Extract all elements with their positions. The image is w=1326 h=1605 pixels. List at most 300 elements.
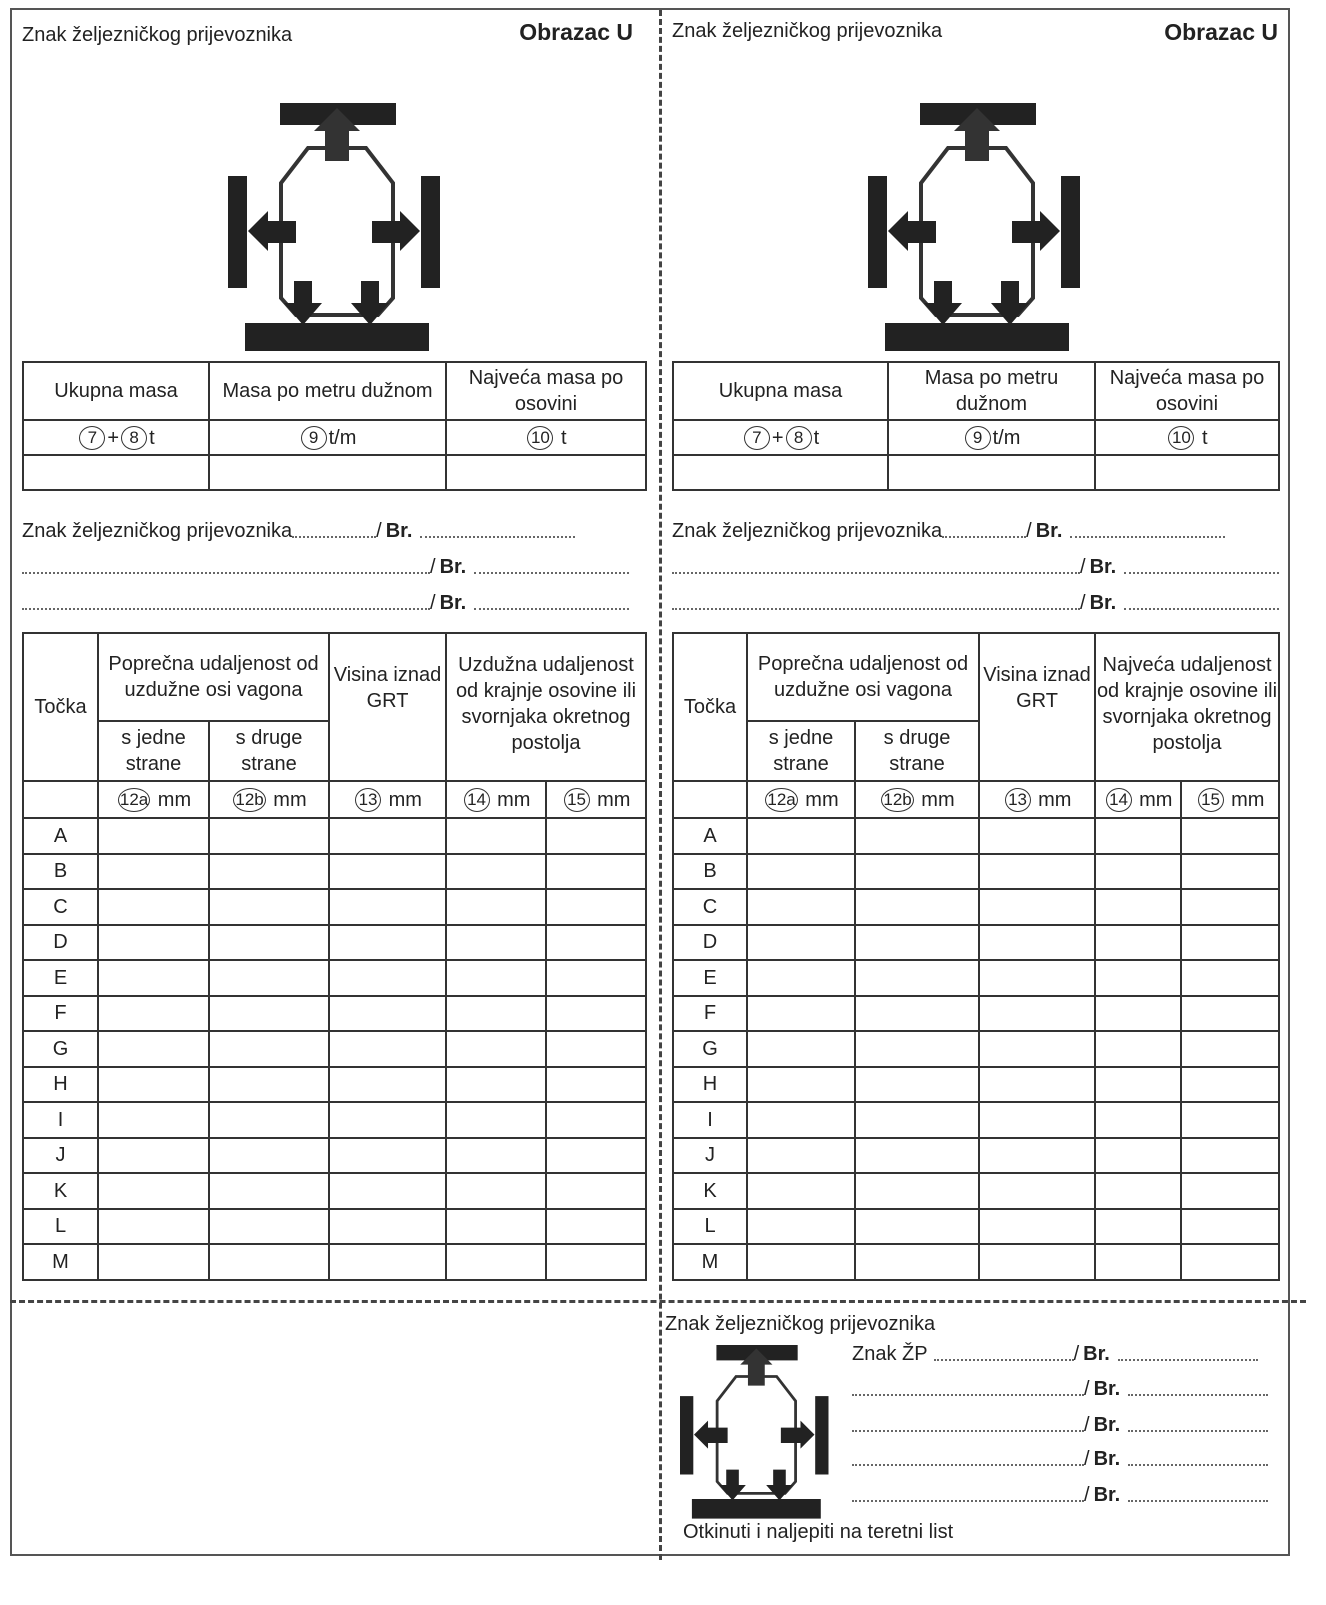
measurement-cell[interactable] [747,889,855,925]
point-row [673,1209,1279,1245]
measurement-cell[interactable] [1095,1138,1181,1174]
measurement-cell[interactable] [747,1031,855,1067]
one-side-header: s jedne strane [747,721,855,781]
code-cell [979,781,1095,818]
measurement-cell[interactable] [1181,996,1279,1032]
measurement-cell[interactable] [979,1067,1095,1103]
measurement-cell[interactable] [209,1244,329,1280]
measurement-cell[interactable] [98,1244,209,1280]
point-row [673,1031,1279,1067]
number-label: Br. [439,556,467,578]
mass-per-meter-field[interactable] [209,455,446,490]
measurement-cell[interactable] [979,960,1095,996]
point-row [673,818,1279,854]
unit: mm [1231,788,1265,811]
measurement-cell[interactable] [209,996,329,1032]
number-label: Br. [1089,556,1117,578]
point-label: K [673,1173,747,1209]
max-axle-mass-header: Najveća masa po osovini [1095,362,1279,420]
code-circle: 7 [79,426,105,450]
one-side-header: s jedne strane [98,721,209,781]
measurement-cell[interactable] [98,1209,209,1245]
number-field[interactable] [1128,1500,1268,1502]
measurement-cell[interactable] [747,854,855,890]
measurement-cell[interactable] [209,1173,329,1209]
measurement-cell[interactable] [747,1173,855,1209]
measurement-cell[interactable] [209,889,329,925]
carrier-field[interactable] [852,1394,1084,1396]
code-circle: 15 [564,788,590,812]
code-cell-empty [23,781,98,818]
measurement-cell[interactable] [1095,1209,1181,1245]
sign-line [672,592,1279,615]
measurement-cell[interactable] [1181,1173,1279,1209]
measurement-cell[interactable] [209,818,329,854]
measurement-cell[interactable] [855,960,979,996]
other-side-header: s druge strane [209,721,329,781]
slip-title: Znak željezničkog prijevoznika [665,1313,936,1335]
point-row [23,1031,646,1067]
measurement-cell[interactable] [747,1138,855,1174]
unit: mm [273,788,307,811]
measurement-cell[interactable] [209,854,329,890]
measurement-cell[interactable] [979,1031,1095,1067]
point-row [23,889,646,925]
total-mass-field[interactable] [23,455,209,490]
slash: / [1084,1484,1090,1506]
load-distribution-icon [680,1345,832,1520]
sign-line [672,556,1279,579]
point-row [23,1067,646,1103]
measurement-cell[interactable] [855,1173,979,1209]
code-cell [1095,781,1181,818]
point-label: A [23,818,98,854]
slip-line [852,1414,1268,1437]
point-label: L [673,1209,747,1245]
slash: / [1084,1378,1090,1400]
point-label: C [23,889,98,925]
number-field[interactable] [474,572,629,574]
number-field[interactable] [1128,1464,1268,1466]
slash: / [1026,520,1032,542]
measurement-cell[interactable] [747,1244,855,1280]
carrier-field[interactable] [22,572,430,574]
measurement-cell[interactable] [546,818,646,854]
measurement-cell[interactable] [1095,889,1181,925]
point-label: E [23,960,98,996]
point-row [673,925,1279,961]
measurement-cell[interactable] [98,960,209,996]
number-field[interactable] [1118,1359,1258,1361]
number-field[interactable] [1070,536,1225,538]
mass-table [22,361,647,491]
point-label: J [23,1138,98,1174]
measurement-cell[interactable] [446,889,546,925]
measurement-cell[interactable] [1181,1031,1279,1067]
measurement-cell[interactable] [855,1102,979,1138]
measurement-cell[interactable] [98,889,209,925]
code-circle: 13 [355,788,381,812]
measurement-cell[interactable] [546,960,646,996]
load-distribution-icon [228,103,445,353]
measurement-cell[interactable] [446,1173,546,1209]
total-mass-field[interactable] [673,455,888,490]
carrier-field[interactable] [292,536,376,538]
carrier-field[interactable] [852,1500,1084,1502]
sign-line [672,520,1225,543]
measurement-cell[interactable] [855,1138,979,1174]
code-circle: 8 [121,426,147,450]
code-circle: 10 [527,426,553,450]
number-label: Br. [439,592,467,614]
unit: mm [1139,788,1173,811]
measurement-cell[interactable] [98,1173,209,1209]
measurement-cell[interactable] [1181,925,1279,961]
max-axle-mass-header: Najveća masa po osovini [446,362,646,420]
measurement-cell[interactable] [98,925,209,961]
points-table [22,632,647,1281]
number-field[interactable] [420,536,575,538]
horizontal-cut-line [10,1300,1306,1303]
sign-line-label: Znak željezničkog prijevoznika [672,520,943,542]
measurement-cell[interactable] [1181,1067,1279,1103]
measurement-cell[interactable] [446,925,546,961]
max-axle-mass-field[interactable] [446,455,646,490]
measurement-cell[interactable] [855,1244,979,1280]
unit: t [149,426,155,449]
form-panel [0,0,650,1300]
code-cell [446,781,546,818]
measurement-cell[interactable] [209,925,329,961]
slash: / [1084,1448,1090,1470]
carrier-label: Znak željezničkog prijevoznika [672,20,943,42]
measurement-cell[interactable] [1181,1209,1279,1245]
code-circle: 12b [233,788,265,812]
form-name: Obrazac U [519,19,633,45]
measurement-cell[interactable] [446,854,546,890]
measurement-cell[interactable] [979,1138,1095,1174]
mass-per-meter-code [888,420,1095,455]
point-row [673,1138,1279,1174]
measurement-cell[interactable] [446,1031,546,1067]
point-row [23,1209,646,1245]
number-label: Br. [1093,1414,1121,1436]
unit: t [561,426,567,449]
unit: t [813,426,820,449]
slash: / [1080,592,1086,614]
measurement-cell[interactable] [979,1244,1095,1280]
total-mass-code [23,420,209,455]
height-header: Visina iznad GRT [979,633,1095,781]
sign-line [22,592,629,615]
unit: mm [1038,788,1072,811]
slash: / [376,520,382,542]
measurement-cell[interactable] [855,1209,979,1245]
point-label: M [673,1244,747,1280]
slip-line [852,1484,1268,1507]
number-label: Br. [1093,1448,1121,1470]
measurement-cell[interactable] [1095,960,1181,996]
measurement-cell[interactable] [546,1067,646,1103]
measurement-cell[interactable] [979,854,1095,890]
measurement-cell[interactable] [747,1067,855,1103]
measurement-cell[interactable] [329,854,446,890]
measurement-cell[interactable] [979,1209,1095,1245]
unit: t/m [992,426,1021,449]
measurement-cell[interactable] [329,889,446,925]
measurement-cell[interactable] [446,1209,546,1245]
carrier-field[interactable] [852,1464,1084,1466]
max-axle-mass-field[interactable] [1095,455,1279,490]
point-row [23,960,646,996]
measurement-cell[interactable] [1181,1244,1279,1280]
measurement-cell[interactable] [979,818,1095,854]
measurement-cell[interactable] [1181,1138,1279,1174]
code-cell [546,781,646,818]
number-field[interactable] [1124,608,1279,610]
measurement-cell[interactable] [747,925,855,961]
code-circle: 9 [965,426,991,450]
unit: mm [597,788,631,811]
longitudinal-distance-header: Najveća udaljenost od krajnje osovine ili svornjaka okretnog postolja [1095,633,1279,781]
code-circle: 12b [881,788,913,812]
point-label: B [23,854,98,890]
point-row [23,1138,646,1174]
unit: mm [497,788,531,811]
measurement-cell[interactable] [747,1102,855,1138]
sign-line [22,556,629,579]
point-row [23,925,646,961]
measurement-cell[interactable] [546,1031,646,1067]
point-label: F [673,996,747,1032]
point-row [673,854,1279,890]
measurement-cell[interactable] [98,1138,209,1174]
measurement-cell[interactable] [747,818,855,854]
point-label: C [673,889,747,925]
measurement-cell[interactable] [446,996,546,1032]
measurement-cell[interactable] [546,1209,646,1245]
unit: mm [805,788,839,811]
measurement-cell[interactable] [855,889,979,925]
carrier-field[interactable] [672,572,1080,574]
number-label: Br. [1089,592,1117,614]
number-label: Br. [1035,520,1063,542]
measurement-cell[interactable] [209,1102,329,1138]
point-label: D [23,925,98,961]
other-side-header: s druge strane [855,721,979,781]
measurement-cell[interactable] [329,1102,446,1138]
measurement-cell[interactable] [329,1173,446,1209]
number-field[interactable] [1124,572,1279,574]
measurement-cell[interactable] [1095,925,1181,961]
measurement-cell[interactable] [979,889,1095,925]
slip-line-label: Znak ŽP [852,1343,928,1365]
measurement-cell[interactable] [855,1031,979,1067]
measurement-cell[interactable] [209,1067,329,1103]
point-row [673,1244,1279,1280]
measurement-cell[interactable] [546,1138,646,1174]
max-axle-mass-code [1095,420,1279,455]
measurement-cell[interactable] [329,1031,446,1067]
slip-line [852,1343,1258,1366]
number-field[interactable] [474,608,629,610]
carrier-field[interactable] [934,1359,1074,1361]
point-row [23,1244,646,1280]
measurement-cell[interactable] [1095,1244,1181,1280]
measurement-cell[interactable] [329,818,446,854]
point-row [673,1067,1279,1103]
point-label: H [23,1067,98,1103]
code-cell [98,781,209,818]
code-circle: 9 [301,426,327,450]
measurement-cell[interactable] [855,818,979,854]
measurement-cell[interactable] [979,1102,1095,1138]
point-row [23,996,646,1032]
point-label: M [23,1244,98,1280]
measurement-cell[interactable] [98,854,209,890]
measurement-cell[interactable] [446,1067,546,1103]
measurement-cell[interactable] [1181,960,1279,996]
measurement-cell[interactable] [446,1102,546,1138]
number-field[interactable] [1128,1430,1268,1432]
measurement-cell[interactable] [1181,1102,1279,1138]
measurement-cell[interactable] [747,1209,855,1245]
point-label: F [23,996,98,1032]
code-circle: 14 [1106,788,1132,812]
measurement-cell[interactable] [855,996,979,1032]
measurement-cell[interactable] [546,1102,646,1138]
point-label: H [673,1067,747,1103]
mass-per-meter-header: Masa po metru dužnom [209,362,446,420]
measurement-cell[interactable] [855,854,979,890]
code-cell [747,781,855,818]
measurement-cell[interactable] [546,889,646,925]
measurement-cell[interactable] [446,818,546,854]
measurement-cell[interactable] [329,960,446,996]
measurement-cell[interactable] [855,925,979,961]
code-cell [855,781,979,818]
measurement-cell[interactable] [329,925,446,961]
slash: / [1073,1343,1080,1365]
measurement-cell[interactable] [979,996,1095,1032]
plus-sign: + [771,426,784,449]
measurement-cell[interactable] [1181,818,1279,854]
point-row [673,960,1279,996]
measurement-cell[interactable] [209,1138,329,1174]
measurement-cell[interactable] [1181,854,1279,890]
measurement-cell[interactable] [98,1102,209,1138]
code-circle: 12a [118,788,150,812]
measurement-cell[interactable] [1095,1031,1181,1067]
measurement-cell[interactable] [329,1138,446,1174]
point-label: G [673,1031,747,1067]
measurement-cell[interactable] [209,1031,329,1067]
measurement-cell[interactable] [546,1173,646,1209]
point-label: L [23,1209,98,1245]
point-row [23,818,646,854]
measurement-cell[interactable] [546,996,646,1032]
code-circle: 14 [464,788,490,812]
measurement-cell[interactable] [446,1138,546,1174]
measurement-cell[interactable] [446,1244,546,1280]
unit: mm [157,788,192,811]
measurement-cell[interactable] [1095,996,1181,1032]
code-circle: 13 [1005,788,1031,812]
measurement-cell[interactable] [98,1031,209,1067]
measurement-cell[interactable] [1181,889,1279,925]
point-row [673,1173,1279,1209]
point-row [23,1102,646,1138]
mass-per-meter-field[interactable] [888,455,1095,490]
longitudinal-distance-header: Uzdužna udaljenost od krajnje osovine ili svornjaka okretnog postolja [446,633,646,781]
point-label: J [673,1138,747,1174]
plus-sign: + [107,426,120,449]
carrier-field[interactable] [672,608,1080,610]
slash: / [430,556,436,578]
measurement-cell[interactable] [747,996,855,1032]
point-row [23,1173,646,1209]
point-label: E [673,960,747,996]
measurement-cell[interactable] [446,960,546,996]
measurement-cell[interactable] [1095,854,1181,890]
measurement-cell[interactable] [546,854,646,890]
total-mass-header: Ukupna masa [673,362,888,420]
measurement-cell[interactable] [329,1209,446,1245]
load-distribution-icon [868,103,1085,353]
number-label: Br. [1093,1378,1121,1400]
number-field[interactable] [1128,1394,1268,1396]
slash: / [1084,1414,1090,1436]
total-mass-header: Ukupna masa [23,362,209,420]
point-row [23,854,646,890]
measurement-cell[interactable] [1095,1102,1181,1138]
carrier-field[interactable] [942,536,1026,538]
mass-table [672,361,1280,491]
carrier-field[interactable] [22,608,430,610]
measurement-cell[interactable] [747,960,855,996]
carrier-field[interactable] [852,1430,1084,1432]
measurement-cell[interactable] [1095,1067,1181,1103]
measurement-cell[interactable] [546,925,646,961]
measurement-cell[interactable] [209,960,329,996]
measurement-cell[interactable] [329,996,446,1032]
code-circle: 8 [786,426,812,450]
measurement-cell[interactable] [1095,1173,1181,1209]
measurement-cell[interactable] [546,1244,646,1280]
measurement-cell[interactable] [979,925,1095,961]
measurement-cell[interactable] [209,1209,329,1245]
measurement-cell[interactable] [98,818,209,854]
height-header: Visina iznad GRT [329,633,446,781]
measurement-cell[interactable] [98,996,209,1032]
unit: mm [921,788,955,811]
measurement-cell[interactable] [855,1067,979,1103]
point-header: Točka [673,633,747,781]
measurement-cell[interactable] [329,1244,446,1280]
measurement-cell[interactable] [329,1067,446,1103]
slip-line [852,1378,1268,1401]
form-panel [650,0,1300,1300]
total-mass-code [673,420,888,455]
measurement-cell[interactable] [98,1067,209,1103]
point-row [673,1102,1279,1138]
measurement-cell[interactable] [1095,818,1181,854]
transverse-distance-header: Poprečna udaljenost od uzdužne osi vagona [98,633,329,721]
transverse-distance-header: Poprečna udaljenost od uzdužne osi vagona [747,633,979,721]
measurement-cell[interactable] [979,1173,1095,1209]
carrier-label: Znak željezničkog prijevoznika [22,24,293,46]
mass-per-meter-header: Masa po metru dužnom [888,362,1095,420]
